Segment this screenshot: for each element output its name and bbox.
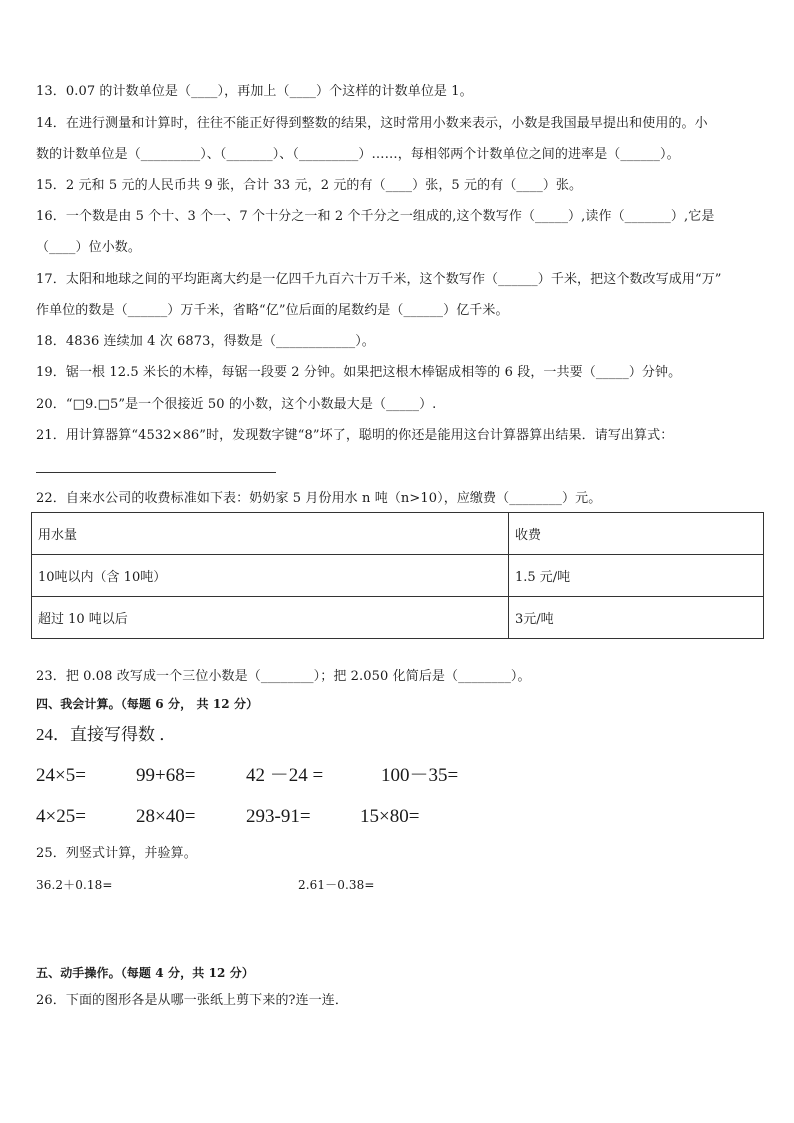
table-header-cell: 用水量	[32, 513, 509, 555]
question-15: 15．2 元和 5 元的人民币共 9 张，合计 33 元，2 元的有（____）张，5 元的有（____）张。	[36, 178, 583, 193]
vertical-calc-item: 2.61－0.38=	[298, 878, 375, 892]
question-20: 20．“□9.□5”是一个很接近 50 的小数，这个小数最大是（_____）.	[36, 397, 437, 412]
table-cell: 超过 10 吨以后	[32, 597, 509, 639]
question-19: 19．锯一根 12.5 米长的木棒，每锯一段要 2 分钟。如果把这根木棒锯成相等的 6 段，一共要（_____）分钟。	[36, 365, 682, 380]
water-fee-table	[31, 512, 764, 639]
question-18: 18．4836 连续加 4 次 6873，得数是（____________）。	[36, 334, 375, 349]
section-4-heading: 四、我会计算。（每题 6 分， 共 12 分）	[36, 697, 259, 711]
question-13: 13．0.07 的计数单位是（____），再加上（____）个这样的计数单位是 1。	[36, 84, 473, 99]
oral-calc-item: 293-91=	[246, 806, 311, 827]
table-header-row	[32, 513, 764, 555]
oral-calc-item: 100－35=	[381, 765, 459, 786]
vertical-calc-item: 36.2＋0.18=	[36, 878, 113, 892]
question-16-line-1: 16．一个数是由 5 个十、3 个一、7 个十分之一和 2 个千分之一组成的,这个数写作（_____）,读作（_______）,它是	[36, 209, 715, 224]
question-17-line-1: 17．太阳和地球之间的平均距离大约是一亿四千九百六十万千米，这个数写作（______）千米，把这个数改写成用“万”	[36, 272, 722, 287]
oral-calc-item: 24×5=	[36, 765, 86, 786]
table-row	[32, 597, 764, 639]
question-23: 23．把 0.08 改写成一个三位小数是（________）；把 2.050 化简后是（________）。	[36, 669, 531, 684]
question-14-line-2: 数的计数单位是（_________）、（_______）、（_________）……，每相邻两个计数单位之间的进率是（______）。	[36, 147, 680, 162]
table-cell: 3元/吨	[509, 597, 764, 639]
question-14-line-1: 14．在进行测量和计算时，往往不能正好得到整数的结果，这时常用小数来表示，小数是我国最早提出和使用的。小	[36, 116, 708, 131]
table-header-cell: 收费	[509, 513, 764, 555]
oral-calc-item: 15×80=	[360, 806, 420, 827]
oral-calc-item: 4×25=	[36, 806, 86, 827]
question-26: 26．下面的图形各是从哪一张纸上剪下来的?连一连．	[36, 993, 349, 1008]
question-17-line-2: 作单位的数是（______）万千米，省略“亿”位后面的尾数约是（______）亿千米。	[36, 303, 509, 318]
table-row	[32, 555, 764, 597]
table-cell: 10吨以内（含 10吨）	[32, 555, 509, 597]
oral-calc-item: 42 －24 =	[246, 765, 324, 786]
section-5-heading: 五、动手操作。（每题 4 分，共 12 分）	[36, 966, 254, 980]
oral-calc-item: 28×40=	[136, 806, 196, 827]
question-22: 22．自来水公司的收费标准如下表：奶奶家 5 月份用水 n 吨（n>10），应缴费（________）元。	[36, 491, 602, 506]
answer-line	[36, 472, 276, 473]
oral-calc-item: 99+68=	[136, 765, 196, 786]
question-16-line-2: （____）位小数。	[36, 240, 141, 255]
question-21: 21．用计算器算“4532×86”时，发现数字键“8”坏了，聪明的你还是能用这台计算器算出结果．请写出算式：	[36, 428, 674, 443]
question-25: 25．列竖式计算，并验算。	[36, 846, 197, 861]
question-24: 24．直接写得数 ．	[36, 725, 177, 744]
table-cell: 1.5 元/吨	[509, 555, 764, 597]
